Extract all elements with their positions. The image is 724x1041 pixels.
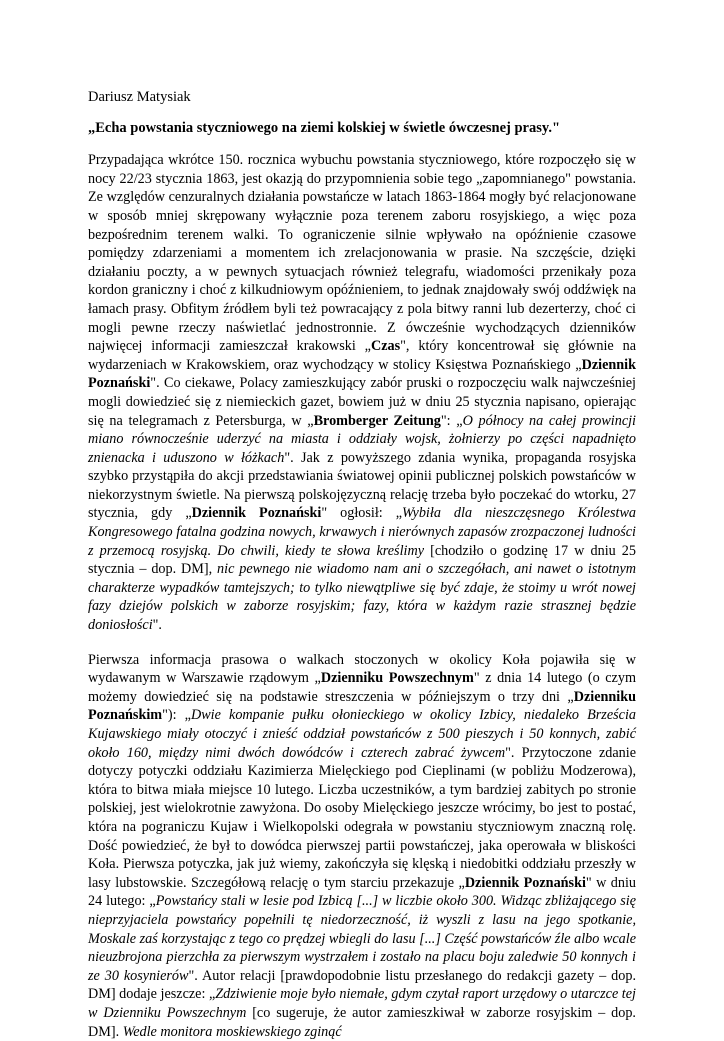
text-run: " z dnia 14 lutego (o czym możemy dowiedzieć się na podstawie streszczenia w późniejszym o trzy dni „ [88, 670, 636, 705]
bold-title-run: Dzienniku Poznańskim [88, 688, 636, 724]
italic-quote-run: Wedle monitora moskiewskiego zginąć [122, 1023, 342, 1040]
bold-title-run: Dzienniku Powszechnym [320, 670, 474, 687]
author-name: Dariusz Matysiak [88, 89, 191, 105]
text-run: ". Przytoczone zdanie dotyczy potyczki oddziału Kazimierza Mielęckiego pod Cieplinami (w pobliżu Modzerowa), która to bitwa miała miejsce 10 lutego. Liczba uczestników, a tym bardziej zabitych po stronie polskiej, jest wielokrotnie zawyżona. Do osoby Mielęckiego jeszcze wrócimy, bo jest to postać, która na pograniczu Kujaw i Wielkopolski odegrała w powstaniu styczniowym znaczną rolę. Dość powiedzieć, że był to dowódca pierwszej partii powstańczej, jaka operowała w bliskości Koła. Pierwsza potyczka, jak już wiemy, zakończyła się klęską i niedobitki oddziału przeszły w lasy lubstowskie. Szczegółową relację o tym starciu przekazuje „ [88, 744, 637, 891]
text-run: " w dniu 24 lutego: „ [88, 874, 636, 910]
italic-quote-run: O północy na całej prowincji miano równocześnie uderzyć na miasta i oddziały wojsk, żołnierzy po części napadnięto znienacka i uduszono w łóżkach [88, 412, 636, 466]
text-run: Przypadająca wkrótce 150. rocznica wybuchu powstania styczniowego, które rozpoczęło się w nocy 22/23 stycznia 1863, jest okazją do przypomnienia sobie tego „zapomnianego" powstania. Ze względów cenzuralnych działania powstańcze w latach 1863-1864 mogły być relacjonowane w sposób mniej skrępowany wyłącznie poza terenem zaboru rosyjskiego, a więc poza bezpośrednim terenem walki. To ograniczenie silnie wpływało na opóźnienie czasowe pomiędzy zdarzeniami a momentem ich zrelacjonowania w prasie. Na szczęście, dzięki działaniu poczty, a w pewnych sytuacjach również telegrafu, wiadomości przenikały poza kordon graniczny i choć z kilkudniowym opóźnieniem, to jednak znajdowały swój oddźwięk na łamach prasy. Obfitym źródłem byli też powracający z pola bitwy ranni lub dezerterzy, choć ci mogli pewne rzeczy naświetlać jednostronnie. Z ówcześnie wychodzących dzienników najwięcej informacji zamieszczał krakowski „ [88, 152, 636, 355]
italic-quote-run: Powstańcy stali w lesie pod Izbicą [...] w liczbie około 300. Widząc zbliżającego się nieprzyjaciela powstańcy popełnili tę niedorzeczność, iż wyszli z lasu na jego spotkanie, Moskale zaś korzystając z tego co prędzej wbiegli do lasu [...] Część powstańców źle albo wcale nieuzbrojona pierzchła za pierwszym wystrzałem i zostało na placu boju zaledwie 50 konnych i ze 30 kosynierów [88, 893, 636, 984]
text-run: [co sugeruje, że autor zamieszkiwał w zaborze rosyjskim – dop. DM]. [88, 1004, 636, 1040]
text-run: ". Co ciekawe, Polacy zamieszkujący zabór pruski o rozpoczęciu walk najwcześniej mogli dowiedzieć się z niemieckich gazet, bowiem już w dniu 25 stycznia napisano, opierając się na telegramach z Petersburga, w „ [88, 375, 636, 429]
paragraph-2 [88, 651, 636, 1041]
text-run: ": „ [440, 412, 463, 429]
document-page [88, 88, 636, 1041]
text-run: ". Autor relacji [prawdopodobnie listu przesłanego do redakcji gazety – dop. DM] dodaje jeszcze: „ [88, 967, 636, 1003]
text-run: Pierwsza informacja prasowa o walkach stoczonych w okolicy Koła pojawiła się w wydawanym w Warszawie rządowym „ [88, 651, 636, 687]
text-run: "): „ [162, 707, 191, 724]
text-run: ". [152, 617, 162, 634]
italic-quote-run: Wybiła dla nieszczęsnego Królestwa Kongresowego fatalna godzina nowych, krwawych i nierównych zapasów zrozpaczonej ludności z przemocą rosyjską. Do chwili, kiedy te słowa kreślimy [88, 505, 636, 559]
text-run: [chodziło o godzinę 17 w dniu 25 stycznia – dop. DM], [88, 542, 636, 578]
italic-quote-run: nic pewnego nie wiadomo nam ani o szczegółach, ani nawet o istotnym charakterze wypadków tamtejszych; to tylko niewątpliwe się być zdaje, że stoimy u wrót nowej fazy dziejów polskich w zaborze rosyjskim; fazy, która w każdym razie strasznej będzie doniosłości [88, 561, 636, 634]
bold-title-run: Dziennik Poznański [88, 356, 636, 392]
italic-quote-run: Dwie kompanie pułku ołonieckiego w okolicy Izbicy, niedaleko Brześcia Kujawskiego miały otoczyć i znieść oddział powstańców z 500 pieszych i 50 konnych, zabić około 160, między nimi dwóch dowódców i czterech zabrać żywcem [88, 707, 636, 761]
text-run: " ogłosił: „ [321, 505, 403, 522]
article-title: „Echa powstania styczniowego na ziemi kolskiej w świetle ówczesnej prasy." [88, 119, 561, 136]
bold-title-run: Czas [370, 338, 401, 355]
italic-quote-run: Zdziwienie moje było niemałe, gdym czytał raport urzędowy o utarczce tej w Dzienniku Powszechnym [88, 986, 636, 1021]
paragraph-1 [88, 151, 636, 634]
bold-title-run: Bromberger Zeitung [313, 412, 441, 429]
bold-title-run: Dziennik Poznański [464, 874, 586, 891]
bold-title-run: Dziennik Poznański [191, 505, 322, 522]
text-run: ", który koncentrował się głównie na wydarzeniach w Krakowskiem, oraz wychodzący w stolicy Księstwa Poznańskiego „ [88, 338, 636, 373]
text-run: ". Jak z powyższego zdania wynika, propaganda rosyjska szybko przystąpiła do akcji przedstawiania światowej opinii publicznej polskich powstańców w niekorzystnym świetle. Na pierwszą polskojęzyczną relację trzeba było poczekać do wtorku, 27 stycznia, gdy „ [88, 449, 636, 522]
